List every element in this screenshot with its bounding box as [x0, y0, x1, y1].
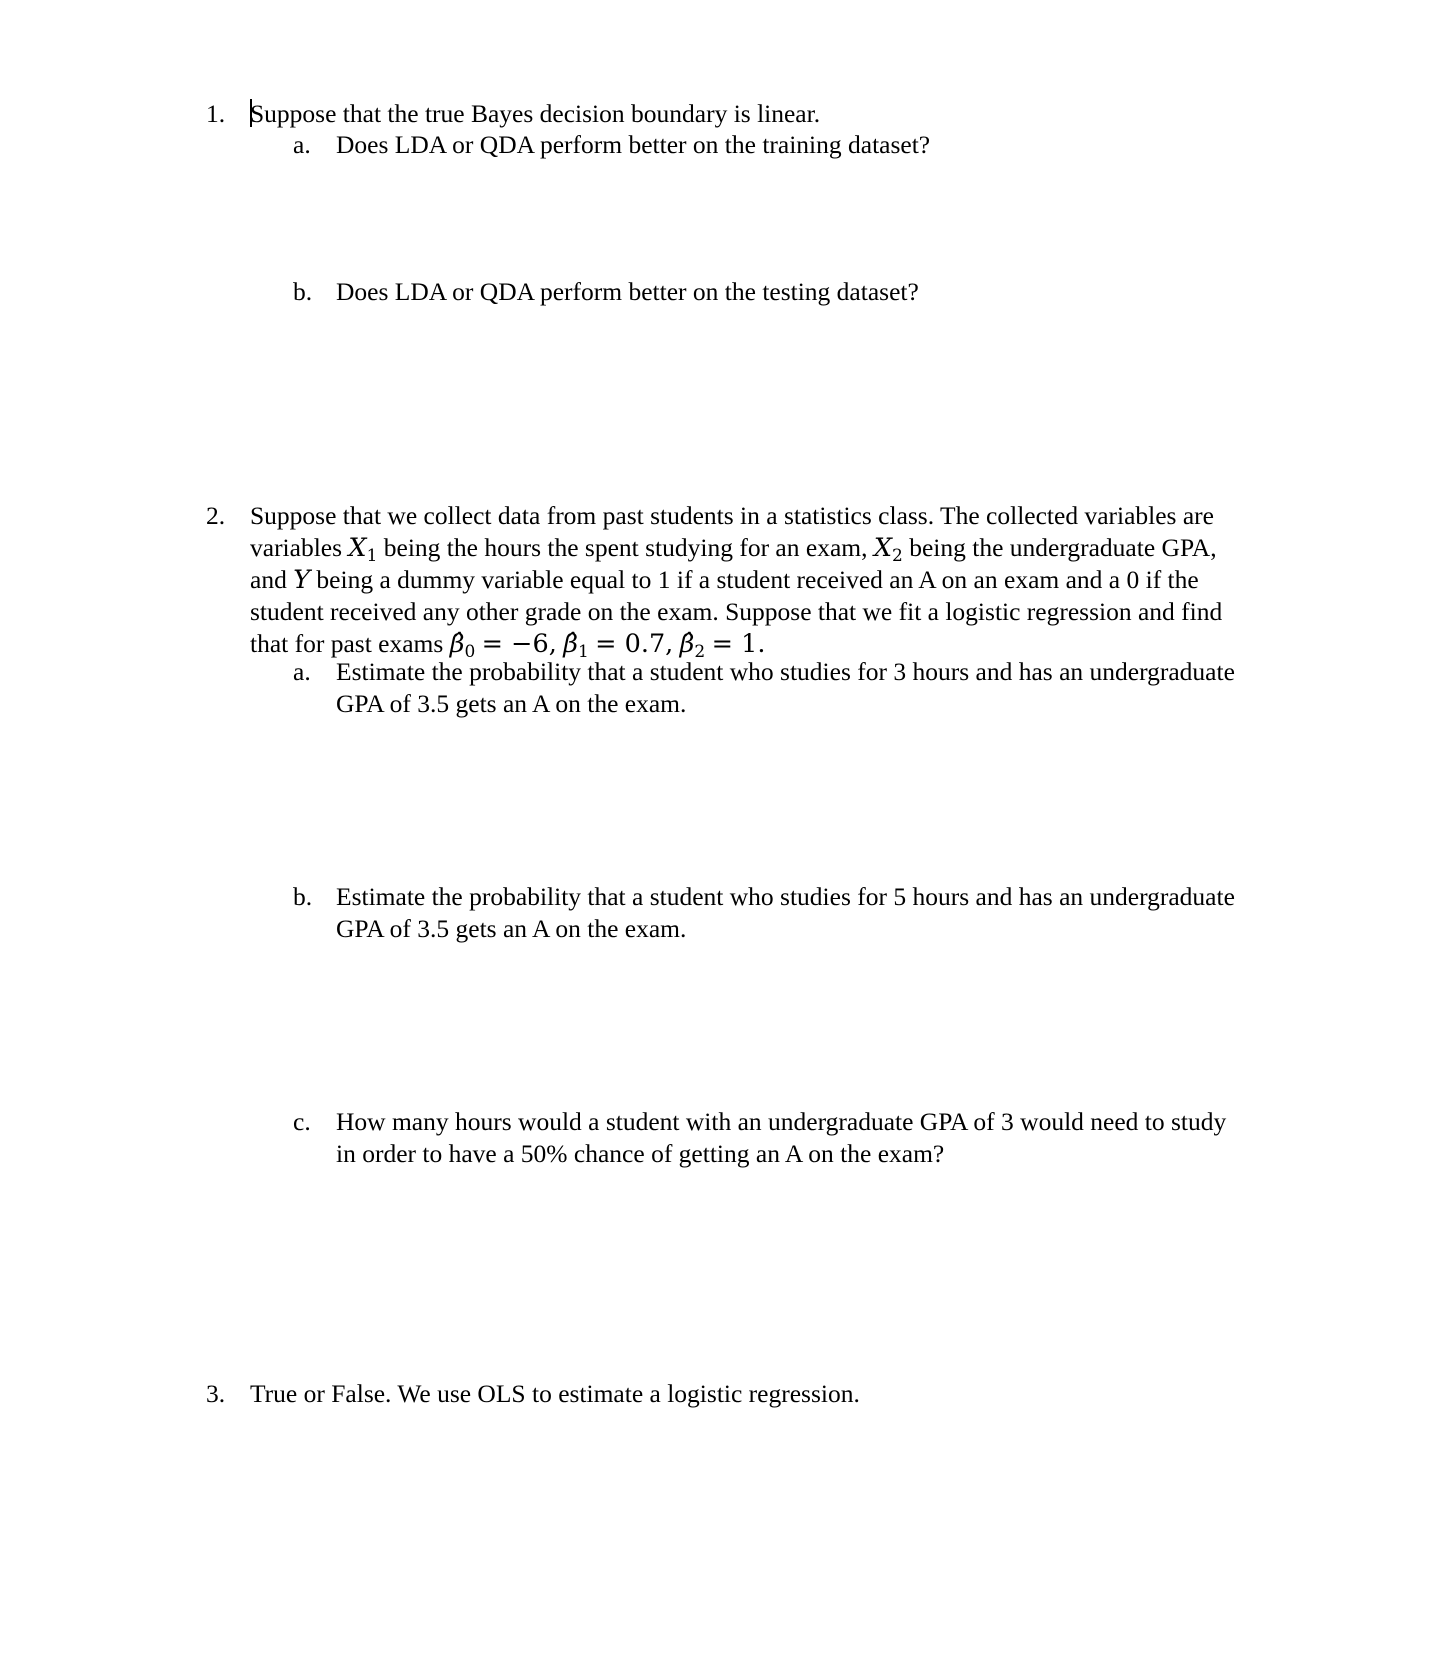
- question-line-4: student received any other grade on the exam. Suppose that we fit a logistic regression and find: [250, 597, 1223, 626]
- question-number: 3.: [206, 1379, 226, 1408]
- question-line-1: Suppose that we collect data from past students in a statistics class. The collected variables are: [250, 501, 1214, 530]
- var-y: Y: [293, 565, 311, 595]
- question-text: [250, 500, 1260, 660]
- var-x1-subscript: 1: [366, 546, 378, 566]
- beta-1-subscript: 1: [577, 642, 589, 662]
- part-label: b.: [293, 277, 313, 306]
- beta-0-subscript: 0: [464, 642, 476, 662]
- and-word: and: [250, 565, 287, 594]
- beta-1-value: = 0.7,: [595, 629, 674, 659]
- beta-0-symbol: β̂: [449, 629, 465, 659]
- beta-1: [563, 629, 589, 662]
- part-label: b.: [293, 882, 313, 911]
- part-label: c.: [293, 1107, 311, 1136]
- variables-word: variables: [250, 533, 343, 562]
- part-text: [336, 656, 1266, 720]
- x1-description: being the hours the spent studying for an exam,: [383, 533, 868, 562]
- beta-2-subscript: 2: [694, 642, 706, 662]
- question-number: 1.: [206, 99, 226, 128]
- question-line-2: [250, 532, 1260, 564]
- var-x2-symbol: X: [873, 533, 893, 563]
- part-label: a.: [293, 657, 311, 686]
- y-description: being a dummy variable equal to 1 if a student received an A on an exam and a 0 if the: [316, 565, 1199, 594]
- var-x2-subscript: 2: [892, 546, 903, 566]
- question-text: True or False. We use OLS to estimate a logistic regression.: [250, 1379, 860, 1408]
- part-text: [336, 1106, 1266, 1170]
- part-text: Does LDA or QDA perform better on the training dataset?: [336, 130, 931, 159]
- part-label: a.: [293, 130, 311, 159]
- part-text: [336, 881, 1266, 945]
- var-x2: [873, 533, 903, 566]
- var-x1-symbol: X: [348, 533, 367, 563]
- beta-2: [679, 629, 706, 662]
- question-line-3: [250, 564, 1260, 596]
- var-x1: [348, 533, 378, 566]
- part-line-2: in order to have a 50% chance of getting an A on the exam?: [336, 1139, 945, 1168]
- question-text: [250, 98, 1260, 130]
- part-line-1: Estimate the probability that a student who studies for 5 hours and has an undergraduate: [336, 882, 1235, 911]
- x2-description: being the undergraduate GPA,: [909, 533, 1217, 562]
- question-text-content: Suppose that the true Bayes decision boundary is linear.: [250, 99, 821, 128]
- part-line-2: GPA of 3.5 gets an A on the exam.: [336, 914, 687, 943]
- question-number: 2.: [206, 501, 226, 530]
- beta-2-value: = 1.: [711, 629, 766, 659]
- past-exams-text: that for past exams: [250, 629, 444, 658]
- part-text: Does LDA or QDA perform better on the testing dataset?: [336, 277, 919, 306]
- beta-0: [449, 629, 476, 662]
- beta-0-value: = −6,: [481, 629, 557, 659]
- part-line-2: GPA of 3.5 gets an A on the exam.: [336, 689, 687, 718]
- beta-2-symbol: β̂: [679, 629, 695, 659]
- beta-1-symbol: β̂: [563, 629, 578, 659]
- part-line-1: Estimate the probability that a student who studies for 3 hours and has an undergraduate: [336, 657, 1235, 686]
- part-line-1: How many hours would a student with an undergraduate GPA of 3 would need to study: [336, 1107, 1227, 1136]
